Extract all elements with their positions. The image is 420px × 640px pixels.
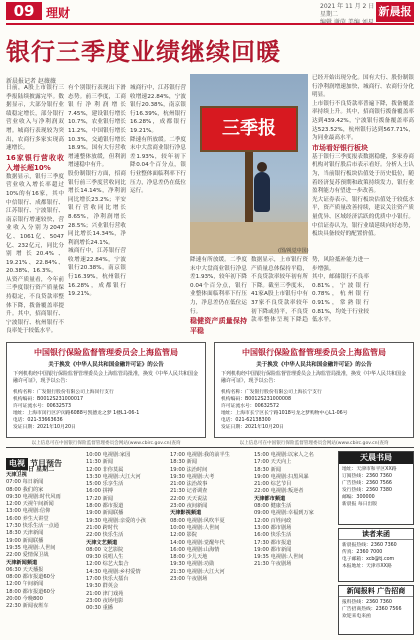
box-line: 发行热线：2360 7380: [342, 488, 392, 493]
tv-listing: 21:00 津门戏苑: [86, 590, 124, 597]
box-line: 广告热线：2360 7566: [342, 481, 392, 486]
tv-column-4: [254, 452, 334, 569]
tv-listing: 14:00 电视剧:觉醒年代: [170, 539, 225, 546]
subheading: 16家银行营收收入增长超10%: [6, 153, 64, 172]
box-body: [339, 464, 413, 510]
tv-title: 节目预告: [30, 459, 62, 468]
tv-listing: 17:00 天天向上: [254, 459, 292, 466]
license-no: 许可证流水号：00632572: [221, 403, 279, 409]
notice-body: 下列机构经中国银行保险监督管理委员会上海监管局批准，换发《中华人民共和国金融许可证》，现予以公告：: [13, 371, 199, 385]
tv-listing: 13:00 电视剧:信仰: [6, 508, 51, 515]
notice-info: [215, 389, 413, 431]
phone: 电话：021-62138300: [221, 417, 271, 423]
box-line: 欢迎来电来函: [342, 614, 371, 619]
tv-listing: 13:30 电视剧:大江大河: [86, 473, 141, 480]
tv-listing: 19:00 新闻联播: [86, 510, 124, 517]
phone: 电话：021-33663636: [13, 417, 63, 423]
section-divider: [6, 447, 414, 448]
info-box-tips: [338, 585, 414, 635]
tv-listing: 天津影视频道: [170, 510, 202, 517]
tv-listing: 09:30 电视剧:时代风雨: [6, 493, 61, 500]
tv-listing: 21:00 综艺节目: [254, 481, 292, 488]
notice-footnote-2: 以上信息可在中国银行保险监督管理委员会网站(www.cbirc.gov.cn)查询: [239, 441, 389, 446]
paragraph: 城商行中，江苏银行营收增速22.84%，宁波银行20.38%，南京银行16.39%，杭州银行16.28%，成都银行19.21%。: [130, 85, 186, 134]
box-line: 报料热线：2360 7360: [342, 600, 392, 605]
tv-badge: 电视: [6, 458, 28, 470]
paragraph: 有个别银行表现出下滑态势。前三季度，工商银行净利润增长7.45%，建设银行增长10.7%，农业银行增长11.2%，中国银行增长10.3%，交通银行增长18.9%。国有大行营收增速整体放缓，但利润增速稳中有升。: [68, 85, 126, 169]
tv-listing: 15:00 电视剧:以家人之名: [254, 452, 314, 458]
org-code: 机构编码：B0012S231000008: [221, 396, 291, 402]
paragraph: 数据显示，银行三季度营业收入增长率超过10%的有16家，其中中信银行、成都银行、江苏银行、宁波银行、南京银行增速较快，营业收入分别为2047亿、1061亿、5047亿、232亿元，同比分别增长20.4%、19.21%、22.84%、20.38%、16.3%。: [6, 173, 64, 275]
box-line: 地址：天津市和平区XX路: [342, 467, 397, 472]
address: 地址：上海市长宁区长宁路1018号龙之梦购物中心L1-06号: [221, 410, 348, 416]
article-column-2: [68, 84, 126, 336]
tv-listing: 天津文艺频道: [86, 539, 118, 546]
tv-listing: 19:35 电视剧:人世间: [254, 554, 304, 561]
tv-listing: 23:00 午夜剧场: [170, 576, 208, 583]
tv-listing: 17:30 都市报道: [254, 539, 292, 546]
notice-ad-1: [6, 342, 206, 438]
notice-body: 下列机构经中国银行保险监督管理委员会上海监管局批准，换发《中华人民共和国金融许可证》，现予以公告：: [221, 371, 407, 385]
org-code: 机构编码：B0012S231000017: [13, 396, 83, 402]
page-number: 09: [6, 2, 42, 20]
tv-listing: 12:00 天视午间新闻: [6, 501, 54, 508]
tv-listing: 16:00 养生大讲堂: [6, 515, 49, 522]
tv-column-2: [86, 452, 166, 613]
box-body: [339, 540, 413, 572]
photo-caption: (图/视觉中国): [278, 248, 309, 254]
tv-listing: 23:00 夜间新闻: [170, 503, 208, 510]
box-line: 电子邮箱：xcb@tj.com: [342, 557, 395, 562]
tv-listing: 天津都市频道: [254, 495, 286, 502]
tv-listing: 19:30 电视剧:功勋: [170, 561, 215, 568]
tv-listing: 19:30 群英会: [86, 583, 119, 590]
tv-listing: 11:30 新闻: [86, 459, 113, 466]
tv-listing: 07:00 每日新闻: [6, 479, 44, 486]
tv-listing: 12:00 综艺大集合: [86, 561, 129, 568]
box-line: 传真：2360 7000: [342, 550, 383, 555]
tv-guide-header: [6, 451, 98, 468]
tv-listing: 06:30 天天播报: [6, 566, 44, 573]
tv-listing: 18:00 都市报道: [86, 503, 124, 510]
tv-listing: 21:30 记者调查: [170, 488, 208, 495]
tv-listing: 16:00 拼搏: [86, 488, 113, 495]
box-line: 邮编：300000: [342, 495, 375, 500]
paragraph: 已经开始出现分化。国有大行、股份制银行净利润增速加快，城商行、农商行分化明显。: [312, 75, 414, 99]
header-rule: [6, 23, 414, 25]
tv-column-3: [170, 452, 250, 583]
tv-listing: 16:00 快乐生活: [254, 532, 292, 539]
notice-info: [7, 389, 205, 431]
subheading: 市场看好银行板块: [312, 143, 368, 152]
subheading: 稳健资产质量保持平稳: [190, 317, 247, 336]
tv-listing: 15:00 乐享生活: [86, 481, 124, 488]
tv-listing: 天津卫视: [6, 472, 27, 478]
box-line: 新晨报 每日出版: [342, 502, 378, 507]
tv-listing: 22:00 天天说法: [170, 495, 208, 502]
tv-listing: 18:30 新闻: [170, 459, 197, 466]
license-no: 许可证流水号：00632573: [13, 403, 71, 409]
tv-listing: 12:00 午间新闻: [6, 581, 44, 588]
paragraph: 降速有所放缓。二季度末中大盘商业银行净息差1.93%，较年初下降0.04个百分点，银行业整体面临利率下行压力，净息差仍在低位运行。: [190, 257, 247, 315]
article-column-3a: [130, 84, 186, 336]
info-box-letters: [338, 528, 414, 582]
tv-listing: 12:00 非你莫属: [86, 466, 124, 473]
tv-listing: 18:30 新闻: [254, 466, 281, 473]
headline: 银行三季度业绩继续回暖: [6, 37, 281, 66]
tv-listing: 22:00 电视剧:叛逆者: [254, 488, 304, 495]
tv-listing: 08:00 健康生活: [254, 503, 292, 510]
tv-listing: 19:00 电视剧:扫黑风暴: [254, 473, 309, 480]
tv-date: 一月二日 星期二: [10, 466, 55, 473]
org-name: 机构名称：广发银行股份有限公司上海长宁支行: [221, 389, 322, 395]
tv-listing: 22:30 新闻夜班车: [6, 603, 49, 610]
tv-listing: 21:00 跨时代: [86, 524, 119, 531]
section-title: 理财: [46, 6, 71, 20]
issue-date: 发证日期：2021年10月20日: [13, 424, 76, 430]
notice-ad-2: [214, 342, 414, 438]
newspaper-logo: 新晨报: [376, 2, 414, 22]
tv-listing: 17:20 新闻: [86, 495, 113, 502]
tv-listing: 20:00 今晚800: [6, 596, 43, 603]
paragraph: 光大证券表示，银行板块估值处于较低水平，资产质量改善持续，建议关注资产质量优异、区域经济活跃的优质中小银行。中信证券认为，银行业绩延续向好态势，板块具备较好的配置价值。: [312, 196, 414, 238]
box-title: 新闻报料 广告招商: [339, 586, 413, 597]
tv-listing: 12:00 百姓问政: [254, 517, 292, 524]
article-column-4: [312, 74, 414, 338]
notice-subtitle: 关于换发《中华人民共和国金融许可证》的公告: [256, 362, 372, 368]
box-title: 天晨书局: [339, 452, 413, 464]
info-box-bookstore: [338, 451, 414, 525]
person-figure: [254, 172, 270, 212]
paragraph: 其中，邮储银行不良率0.81%，宁波银行0.78%，杭州银行0.91%，常熟银行0.81%，均处于行业较低水平。: [312, 274, 369, 324]
sign-pole: [245, 152, 253, 222]
tv-listing: 19:30 电视剧:大考: [170, 473, 215, 480]
tv-listing: 21:00 法治故事: [170, 481, 208, 488]
tv-listing: 10:00 电视剧:人世间: [170, 524, 220, 531]
org-name: 机构名称：广发银行股份有限公司上海闵行支行: [13, 389, 114, 395]
article-column-3: [190, 256, 369, 338]
tv-listing: 16:00 电视剧:山海情: [170, 546, 220, 553]
tv-listing: 14:30 电视剧:乡村爱情: [86, 568, 141, 575]
tv-listing: 18:00 少儿天地: [170, 554, 208, 561]
tv-listing: 09:30 说唱人生: [86, 554, 124, 561]
paragraph: 日前，A股上市银行三季报陆续披露完毕。数据显示，大部分银行业绩稳定增长，部分银行营业收入与净利润双增。城商行表现较为突出，农商行多家实现高速增长。: [6, 85, 64, 152]
notice-title: 中国银行保险监督管理委员会上海监管局: [34, 347, 178, 357]
box-line: 广告招商热线：2360 7566: [342, 607, 402, 612]
box-line: 订阅热线：2360 7360: [342, 474, 392, 479]
paragraph: 降速有所放缓。二季度末中大盘商业银行净息差1.93%，较年初下降0.04个百分点，银行业整体面临利率下行压力，净息差仍在低位运行。: [130, 136, 186, 195]
tv-listing: 08:00 电视剧:风吹半夏: [170, 517, 225, 524]
tv-listing: 00:30 重播: [86, 605, 113, 612]
article-photo: [190, 74, 308, 254]
sign-board: 三季报: [200, 106, 298, 152]
box-title: 读者来函: [339, 529, 413, 540]
tv-listing: 18:00 都市报道60分: [6, 588, 56, 595]
notice-subtitle: 关于换发《中华人民共和国金融许可证》的公告: [48, 362, 164, 368]
tv-listing: 天津新闻频道: [6, 559, 38, 566]
tv-listing: 19:35 电视剧:人世间: [6, 544, 56, 551]
paragraph: 从资产质量看，今年前三季度银行资产质量保持稳定，不良贷款率整体下降，拨备覆盖率提升。其中，招商银行、宁波银行、杭州银行不良率处于较低水平。: [6, 276, 64, 335]
tv-listing: 22:00 快乐生活: [86, 532, 124, 539]
tv-column-1: [6, 472, 82, 611]
address: 地址：上海市闵行区沪闵路6088号凯德龙之梦 1楼L1-06-1: [13, 410, 140, 416]
tv-listing: 08:00 文艺影院: [86, 546, 124, 553]
tv-listing: 23:00 夜场电影: [86, 597, 124, 604]
tv-listing: 17:00 电视剧:我的前半生: [170, 452, 230, 458]
tv-listing: 17:00 快乐大擂台: [86, 576, 129, 583]
tv-listing: 13:00 都市剧场: [254, 524, 292, 531]
tv-listing: 21:30 电视剧:大江大河: [170, 568, 225, 575]
reporter-byline: 新晨报记者 赵薇薇: [6, 78, 56, 85]
box-body: [339, 597, 413, 622]
tv-listing: 19:00 都市新闻: [254, 546, 292, 553]
tv-listing: 10:00 电视剧:家园: [86, 452, 131, 458]
tv-listing: 12:00 影院: [170, 532, 197, 539]
tv-listing: 19:00 新闻联播: [6, 537, 44, 544]
paragraph: 股份制银行方面，招商银行前三季度营收同比增长14.14%，净利润同比增长23.2%；平安银行营收同比增长8.65%，净利润增长28.5%；兴业银行营收同比增长14.34%，净利润增长24.1%。: [68, 170, 126, 246]
page-header: [0, 0, 420, 22]
tv-listing: 09:00 电视剧:幸福到万家: [254, 510, 314, 517]
paragraph: 城商行中，江苏银行营收增速22.84%，宁波银行20.38%，南京银行16.39%，杭州银行16.28%，成都银行19.21%。: [68, 248, 126, 298]
tv-listing: 19:00 法治时间: [170, 466, 208, 473]
box-line: 本报地址：天津市XX路: [342, 564, 392, 569]
tv-listing: 08:00 我们的家: [6, 486, 44, 493]
article-column-1: [6, 84, 64, 336]
tv-listing: 22:00 爱情保卫战: [6, 552, 49, 559]
tv-listing: 17:30 快乐生活一点通: [6, 523, 59, 530]
paragraph: 数据显示，上市银行资产质量总体保持平稳，不良贷款率较年初有所下降。截至三季度末，41家A股上市银行中有37家不良贷款率较年初下降或持平，不良贷款率整体呈现下降趋势，风险抵补能力进一步增强。: [251, 257, 369, 324]
issue-date: 发证日期：2021年10月20日: [221, 424, 284, 430]
date-line: 2021 年 11 月 2 日 星期二: [320, 3, 375, 18]
notice-title: 中国银行保险监督管理委员会上海监管局: [242, 347, 386, 357]
tv-listing: 08:00 都市报道60分: [6, 574, 56, 581]
paragraph: 基于银行三季度报表数据稳健，多家券商机构对银行股后市表示看好。分析人士认为，当前银行板块估值处于历史低位，随着经济复苏预期和政策持续发力，银行业盈利能力有望进一步改善。: [312, 153, 414, 195]
box-line: 新晨报热线：2360 7360: [342, 543, 397, 548]
notice-footnote-1: 以上信息可在中国银行保险监督管理委员会网站(www.cbirc.gov.cn)查询: [31, 441, 181, 446]
tv-listing: 21:30 午夜剧场: [254, 561, 292, 568]
tv-listing: 19:30 电视剧:亲爱的小孩: [86, 517, 146, 524]
paragraph: 上市银行不良贷款率普遍下降，拨备覆盖率持续上升。其中，招商银行拨备覆盖率达到439.42%，宁波银行拨备覆盖率高达523.52%，杭州银行达到567.71%，为同业最高水平。: [312, 100, 414, 142]
tv-listing: 18:30 天津新闻: [6, 530, 44, 537]
